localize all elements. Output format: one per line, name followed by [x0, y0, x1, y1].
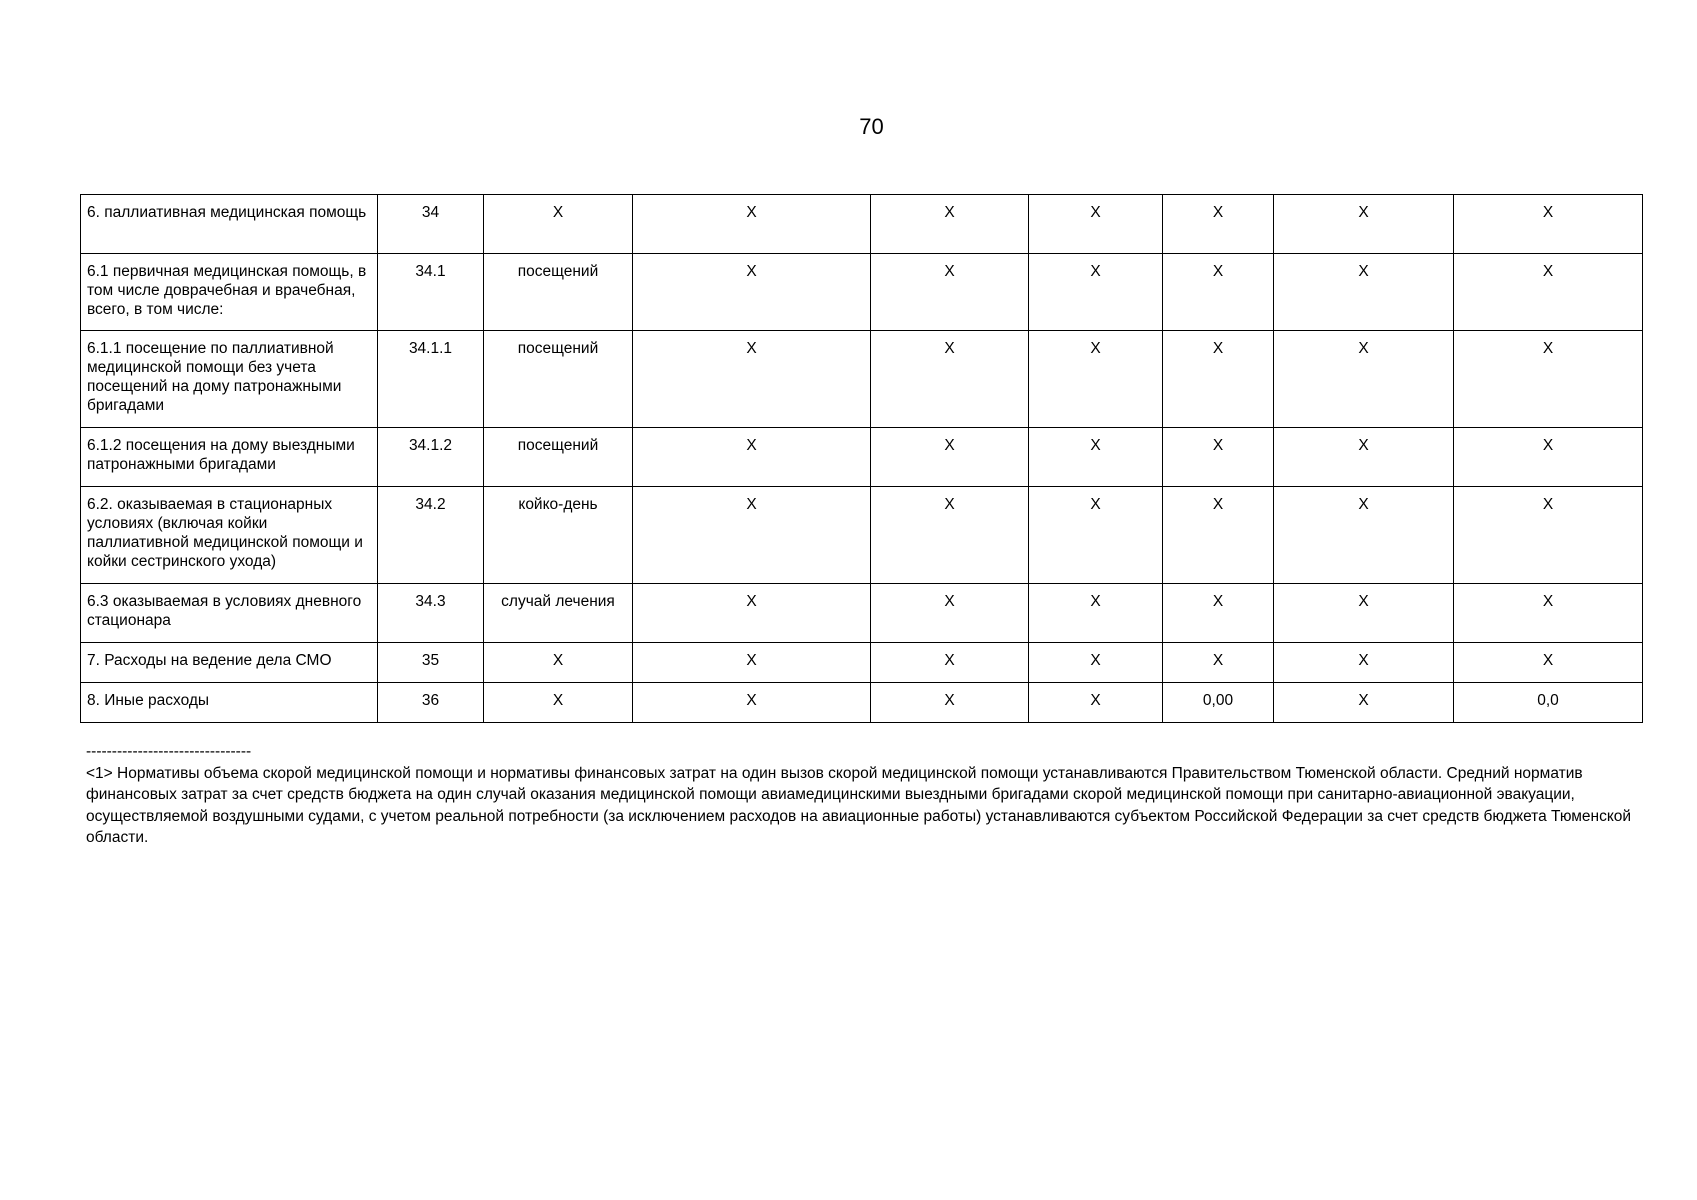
table-cell: Х — [871, 331, 1029, 428]
row-code-cell: 34.1 — [378, 254, 484, 331]
table-cell: Х — [1163, 584, 1274, 643]
row-code-cell: 34.2 — [378, 487, 484, 584]
table-cell: Х — [1454, 584, 1643, 643]
table-cell: Х — [1163, 254, 1274, 331]
table-cell: Х — [1274, 683, 1454, 723]
row-code-cell: 34.1.1 — [378, 331, 484, 428]
table-cell: Х — [871, 254, 1029, 331]
table-cell: 0,0 — [1454, 683, 1643, 723]
page-number: 70 — [859, 114, 884, 139]
row-name-cell: 6.2. оказываемая в стационарных условиях (включая койки паллиативной медицинской помощи и койки сестринского ухода) — [81, 487, 378, 584]
row-name-cell: 6.1.1 посещение по паллиативной медицинской помощи без учета посещений на дому патронажными бригадами — [81, 331, 378, 428]
table-cell: Х — [871, 195, 1029, 254]
table-cell: Х — [871, 643, 1029, 683]
table-cell: Х — [1029, 683, 1163, 723]
row-name-cell: 8. Иные расходы — [81, 683, 378, 723]
footnote — [86, 741, 1642, 849]
table-cell: Х — [871, 487, 1029, 584]
row-code-cell: 36 — [378, 683, 484, 723]
table-cell: Х — [1274, 643, 1454, 683]
table-row — [81, 428, 1643, 487]
table-cell: Х — [1454, 487, 1643, 584]
table-cell: Х — [1163, 428, 1274, 487]
row-code-cell: 35 — [378, 643, 484, 683]
table-cell: Х — [1454, 428, 1643, 487]
row-unit-cell: Х — [484, 683, 633, 723]
footnote-text: <1> Нормативы объема скорой медицинской помощи и нормативы финансовых затрат на один вызов скорой медицинской помощи устанавливаются Правительством Тюменской области. Средний норматив финансовых затрат за счет средств бюджета на один случай оказания медицинской помощи авиамедицинскими выездными бригадами скорой медицинской помощи при санитарно-авиационной эвакуации, осуществляемой воздушными судами, с учетом реальной потребности (за исключением расходов на авиационные работы) устанавливаются субъектом Российской Федерации за счет средств бюджета Тюменской области. — [86, 764, 1632, 846]
table-cell: Х — [1163, 331, 1274, 428]
budget-table — [80, 194, 1643, 723]
row-unit-cell: случай лечения — [484, 584, 633, 643]
table-cell: Х — [1454, 195, 1643, 254]
table-cell: Х — [1029, 584, 1163, 643]
table-cell: Х — [1029, 195, 1163, 254]
row-unit-cell: посещений — [484, 428, 633, 487]
table-row — [81, 643, 1643, 683]
row-name-cell: 6.1.2 посещения на дому выездными патронажными бригадами — [81, 428, 378, 487]
table-cell: Х — [1454, 254, 1643, 331]
table-cell: Х — [871, 584, 1029, 643]
table-cell: Х — [1274, 428, 1454, 487]
table-row — [81, 195, 1643, 254]
row-name-cell: 6.3 оказываемая в условиях дневного стационара — [81, 584, 378, 643]
row-code-cell: 34 — [378, 195, 484, 254]
table-cell: Х — [633, 584, 871, 643]
table-cell: Х — [1029, 254, 1163, 331]
table-cell: Х — [1454, 331, 1643, 428]
table-cell: Х — [1029, 643, 1163, 683]
table-cell: Х — [871, 683, 1029, 723]
table-cell: Х — [1029, 331, 1163, 428]
table-row — [81, 254, 1643, 331]
table-cell: Х — [871, 428, 1029, 487]
table-cell: Х — [1163, 195, 1274, 254]
row-unit-cell: койко-день — [484, 487, 633, 584]
table-cell: Х — [1029, 487, 1163, 584]
table-row — [81, 331, 1643, 428]
table-cell: Х — [633, 487, 871, 584]
footnote-separator: -------------------------------- — [86, 743, 252, 760]
table-cell: Х — [1274, 254, 1454, 331]
row-name-cell: 7. Расходы на ведение дела СМО — [81, 643, 378, 683]
row-unit-cell: Х — [484, 195, 633, 254]
row-unit-cell: Х — [484, 643, 633, 683]
table-cell: Х — [1274, 331, 1454, 428]
table-row — [81, 487, 1643, 584]
table-cell: Х — [633, 195, 871, 254]
table-cell: Х — [633, 683, 871, 723]
table-cell: Х — [1274, 195, 1454, 254]
table-cell: Х — [1163, 487, 1274, 584]
table-row — [81, 584, 1643, 643]
table-cell: Х — [1454, 643, 1643, 683]
table-cell: Х — [633, 428, 871, 487]
table-cell: Х — [633, 331, 871, 428]
row-name-cell: 6. паллиативная медицинская помощь — [81, 195, 378, 254]
table-cell: Х — [633, 254, 871, 331]
row-unit-cell: посещений — [484, 254, 633, 331]
table-cell: Х — [1274, 487, 1454, 584]
table-row — [81, 683, 1643, 723]
row-code-cell: 34.1.2 — [378, 428, 484, 487]
table-cell: Х — [1163, 643, 1274, 683]
row-unit-cell: посещений — [484, 331, 633, 428]
row-code-cell: 34.3 — [378, 584, 484, 643]
table-cell: Х — [633, 643, 871, 683]
table-cell: Х — [1029, 428, 1163, 487]
table-cell: 0,00 — [1163, 683, 1274, 723]
row-name-cell: 6.1 первичная медицинская помощь, в том числе доврачебная и врачебная, всего, в том числе: — [81, 254, 378, 331]
table-cell: Х — [1274, 584, 1454, 643]
